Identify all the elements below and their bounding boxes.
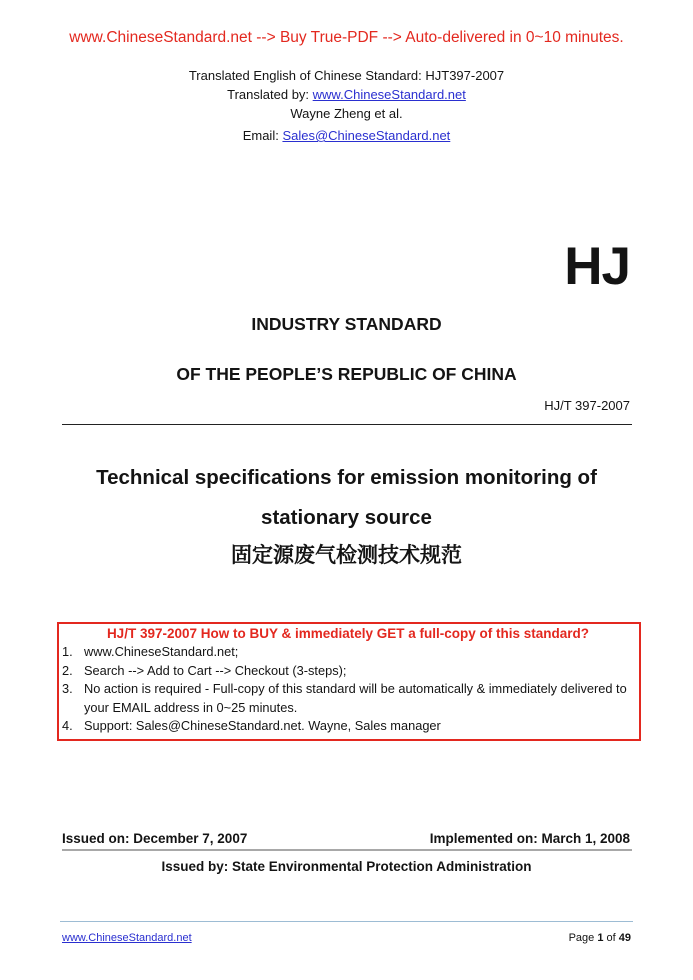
translation-title: Translated English of Chinese Standard: HJT397-2007 — [188, 68, 505, 83]
page-total: 49 — [618, 932, 631, 944]
item-number: 4. — [62, 718, 73, 733]
title-english-line2: stationary source — [261, 506, 432, 529]
buy-box-item — [61, 717, 635, 736]
hj-logo: HJ — [564, 237, 630, 296]
page-number-indicator: Page 1 of 49 — [568, 932, 631, 944]
standard-type-line1: INDUSTRY STANDARD — [251, 314, 442, 334]
standard-type-line2: OF THE PEOPLE’S REPUBLIC OF CHINA — [176, 364, 517, 384]
email-link[interactable]: Sales@ChineseStandard.net — [282, 128, 451, 143]
footer — [62, 932, 631, 944]
email-label: Email: — [242, 128, 283, 143]
item-text: Search --> Add to Cart --> Checkout (3-steps); — [84, 662, 347, 678]
footer-site-link[interactable]: www.ChineseStandard.net — [62, 932, 192, 944]
buy-info-box — [57, 622, 641, 741]
translated-by-line — [0, 85, 693, 104]
implemented-on: Implemented on: March 1, 2008 — [429, 831, 630, 846]
buy-box-item — [61, 662, 635, 681]
translated-by-label: Translated by: — [227, 87, 313, 102]
footer-divider — [60, 921, 633, 922]
translation-header — [0, 66, 693, 145]
item-text: Support: Sales@ChineseStandard.net. Wayne, Sales manager — [84, 718, 441, 733]
dates-divider — [62, 849, 632, 851]
header-divider — [62, 424, 632, 425]
translated-by-link[interactable]: www.ChineseStandard.net — [312, 87, 466, 102]
item-number: 1. — [62, 644, 73, 659]
buy-banner: www.ChineseStandard.net --> Buy True-PDF --> Auto-delivered in 0~10 minutes. — [69, 29, 624, 46]
dates-row — [62, 831, 630, 846]
authors-line: Wayne Zheng et al. — [290, 106, 403, 121]
item-number: 3. — [62, 681, 73, 696]
buy-box-item — [61, 643, 635, 662]
buy-box-item — [61, 680, 635, 717]
issued-by: Issued by: State Environmental Protection Administration — [161, 859, 532, 874]
title-english-line1: Technical specifications for emission monitoring of — [96, 466, 597, 489]
item-text: www.ChineseStandard.net; — [84, 644, 239, 659]
title-chinese: 固定源废气检测技术规范 — [231, 544, 462, 567]
item-text: No action is required - Full-copy of this standard will be automatically & immediately delivered to your EMAIL address in 0~25 minutes. — [84, 681, 627, 715]
issued-on: Issued on: December 7, 2007 — [62, 831, 248, 846]
buy-box-title: HJ/T 397-2007 How to BUY & immediately GET a full-copy of this standard? — [106, 626, 590, 641]
standard-code: HJ/T 397-2007 — [544, 398, 630, 413]
page-current: 1 — [597, 932, 604, 944]
email-line — [0, 126, 693, 145]
item-number: 2. — [62, 662, 73, 678]
